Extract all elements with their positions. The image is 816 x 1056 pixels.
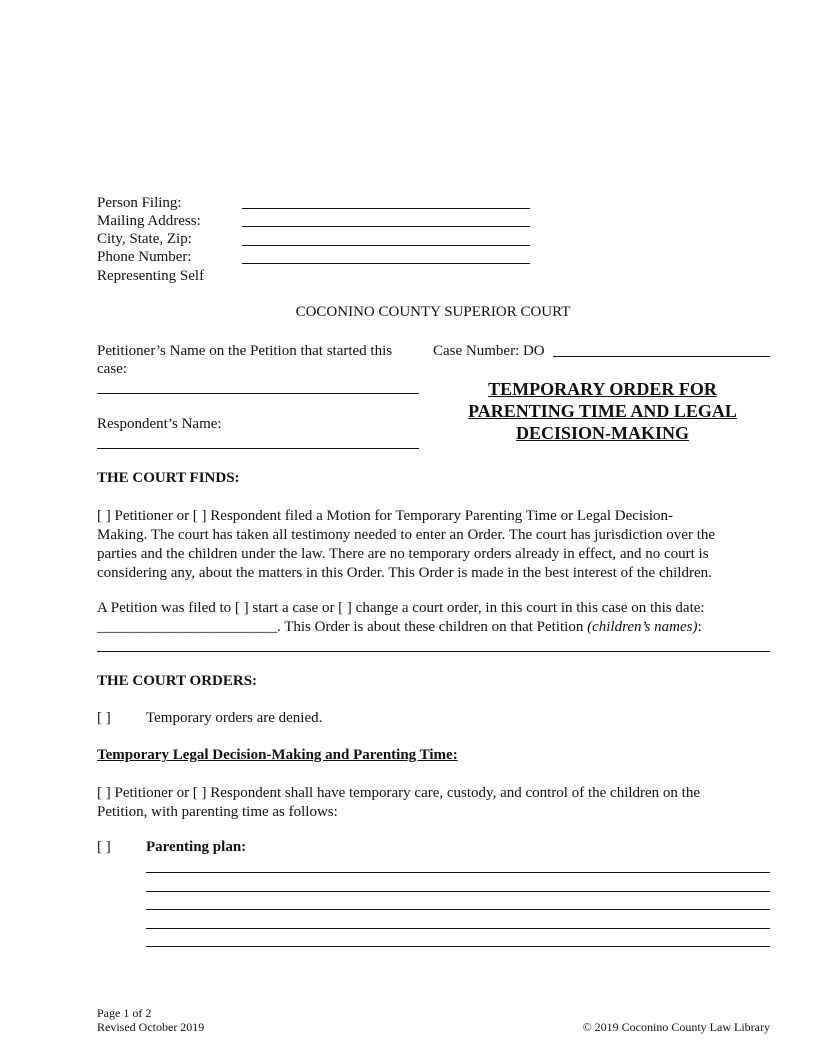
parenting-plan-checkbox[interactable]: [ ] xyxy=(97,839,111,855)
mailing-address-field[interactable] xyxy=(242,226,530,227)
denied-label: Temporary orders are denied. xyxy=(146,710,323,726)
findings-paragraph-1 xyxy=(97,507,767,583)
title-line3: DECISION-MAKING xyxy=(515,423,689,443)
document-title xyxy=(430,378,775,444)
denied-checkbox[interactable]: [ ] xyxy=(97,710,111,726)
mailing-address-label: Mailing Address: xyxy=(97,213,201,229)
page-number: Page 1 of 2 xyxy=(97,1006,152,1020)
respondent-label: Respondent’s Name: xyxy=(97,416,222,432)
petitioner-label-line1: Petitioner’s Name on the Petition that started this xyxy=(97,343,393,359)
parenting-plan-line[interactable] xyxy=(146,928,770,929)
person-filing-label: Person Filing: xyxy=(97,195,182,211)
findings-p1-line2: Making. The court has taken all testimony needed to enter an Order. The court has jurisdiction over the xyxy=(97,527,716,543)
parenting-plan-line[interactable] xyxy=(146,891,770,892)
copyright: © 2019 Coconino County Law Library xyxy=(582,1020,770,1034)
childrens-names-field[interactable] xyxy=(97,651,770,652)
court-orders-heading: THE COURT ORDERS: xyxy=(97,673,258,689)
custody-line2: Petition, with parenting time as follows: xyxy=(97,804,338,820)
city-state-zip-field[interactable] xyxy=(242,245,530,246)
case-number-field[interactable] xyxy=(553,356,770,357)
parenting-plan-line[interactable] xyxy=(146,872,770,873)
petitioner-name-field[interactable] xyxy=(97,393,419,394)
findings-p1-line1: [ ] Petitioner or [ ] Respondent filed a Motion for Temporary Parenting Time or Legal Decision- xyxy=(97,508,674,524)
parenting-plan-label: Parenting plan: xyxy=(146,839,247,855)
representing-self-label: Representing Self xyxy=(97,268,205,284)
court-finds-heading: THE COURT FINDS: xyxy=(97,470,240,486)
petitioner-label-line2: case: xyxy=(97,361,127,377)
findings-p1-line3: parties and the children under the law. There are no temporary orders already in effect, and no court is xyxy=(97,546,709,562)
phone-number-field[interactable] xyxy=(242,263,530,264)
custody-line1: [ ] Petitioner or [ ] Respondent shall have temporary care, custody, and control of the children on the xyxy=(97,785,701,801)
case-number-label: Case Number: DO xyxy=(433,343,545,359)
title-line1: TEMPORARY ORDER FOR xyxy=(488,379,717,399)
custody-paragraph xyxy=(97,784,767,822)
findings-p2-text: . This Order is about these children on that Petition xyxy=(277,619,588,635)
findings-paragraph-2 xyxy=(97,599,767,637)
court-name: COCONINO COUNTY SUPERIOR COURT xyxy=(295,304,571,320)
findings-p2-line1: A Petition was filed to [ ] start a case or [ ] change a court order, in this court in this case on this date: xyxy=(97,600,705,616)
city-state-zip-label: City, State, Zip: xyxy=(97,231,192,247)
phone-number-label: Phone Number: xyxy=(97,249,192,265)
revised-date: Revised October 2019 xyxy=(97,1020,205,1034)
respondent-name-field[interactable] xyxy=(97,448,419,449)
legal-decision-heading: Temporary Legal Decision-Making and Parenting Time: xyxy=(97,747,458,763)
person-filing-field[interactable] xyxy=(242,208,530,209)
parenting-plan-line[interactable] xyxy=(146,946,770,947)
parenting-plan-line[interactable] xyxy=(146,909,770,910)
findings-p2-colon: : xyxy=(697,619,702,635)
title-line2: PARENTING TIME AND LEGAL xyxy=(468,401,737,421)
findings-p1-line4: considering any, about the matters in this Order. This Order is made in the best interest of the children. xyxy=(97,565,712,581)
childrens-names-hint: (children’s names) xyxy=(587,619,698,635)
petition-date-field[interactable]: ________________________ xyxy=(97,619,277,635)
findings-p2-line2 xyxy=(97,618,767,637)
